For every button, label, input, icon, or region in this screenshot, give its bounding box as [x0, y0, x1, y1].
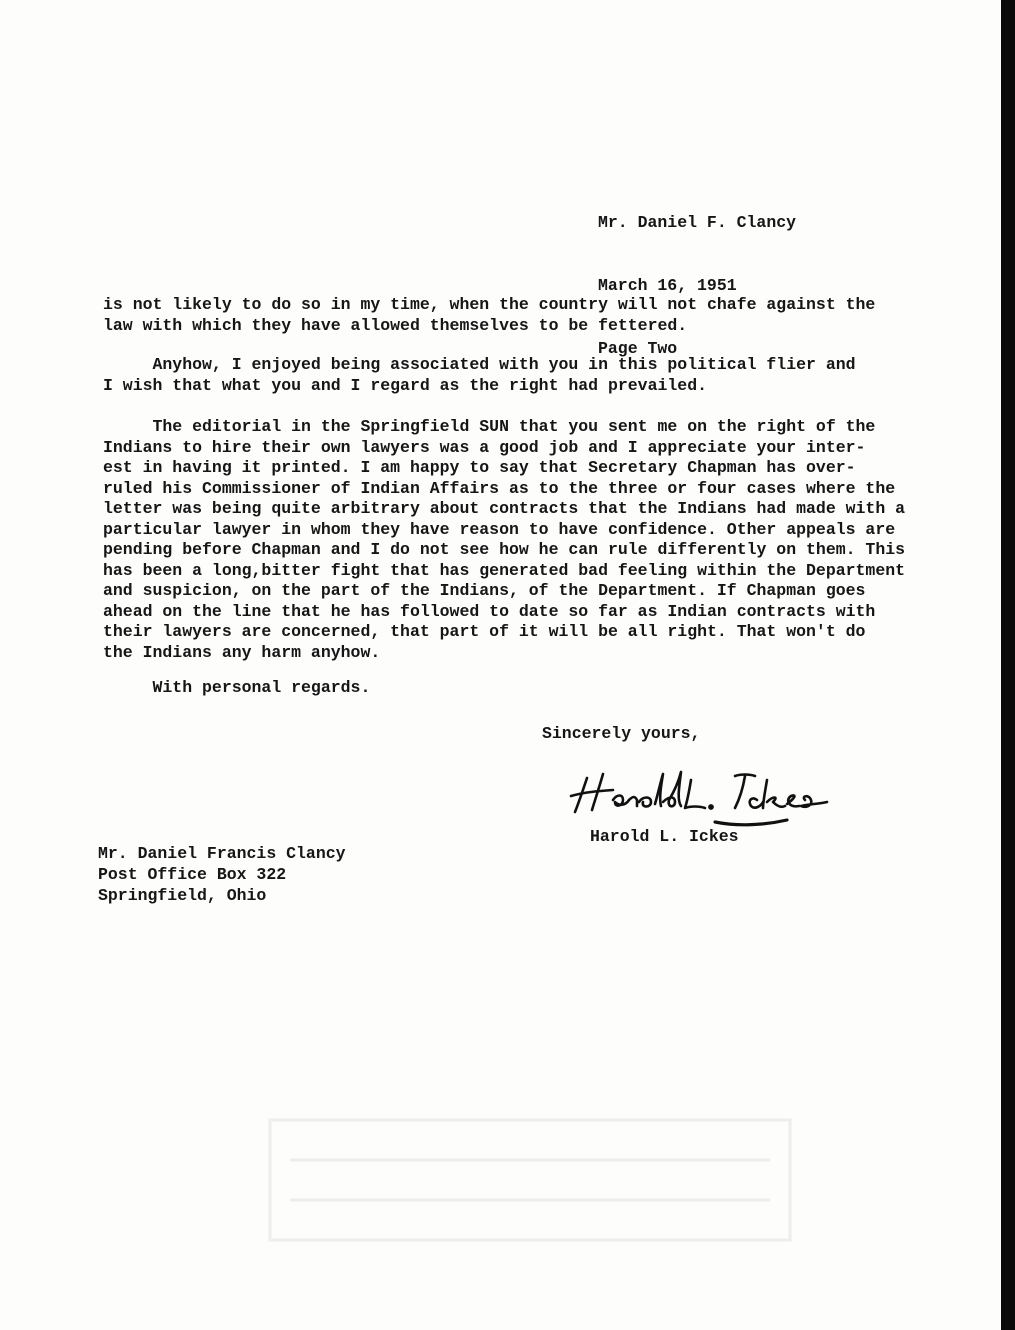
text-line: letter was being quite arbitrary about contracts that the Indians had made with a	[103, 499, 906, 518]
address-po-box: Post Office Box 322	[98, 865, 287, 884]
paragraph-4	[103, 678, 903, 699]
text-line: Indians to hire their own lawyers was a good job and I appreciate your inter-	[103, 437, 866, 457]
scan-edge	[1001, 0, 1015, 1330]
address-name: Mr. Daniel Francis Clancy	[98, 844, 346, 863]
text-line: With personal regards.	[103, 678, 371, 697]
header-date: March 16, 1951	[598, 276, 737, 295]
text-line: ahead on the line that he has followed to date so far as Indian contracts with	[103, 601, 876, 621]
stamp-bleed-through	[230, 1080, 830, 1280]
text-line: the Indians any harm anyhow.	[103, 642, 381, 662]
paragraph-1	[103, 295, 903, 336]
signer-name: Harold L. Ickes	[590, 827, 739, 846]
text-line: and suspicion, on the part of the Indians, of the Department. If Chapman goes	[103, 581, 866, 600]
paragraph-2	[103, 355, 903, 396]
header-page-number: Page Two	[598, 339, 678, 358]
recipient-address	[98, 843, 346, 906]
text-line: is not likely to do so in my time, when the country will not chafe against the	[103, 295, 876, 314]
text-line: The editorial in the Springfield SUN that you sent me on the right of the	[103, 417, 876, 436]
text-line: has been a long,bitter fight that has generated bad feeling within the Department	[103, 560, 906, 580]
closing-salutation: Sincerely yours,	[542, 724, 701, 743]
header-recipient: Mr. Daniel F. Clancy	[598, 213, 797, 232]
handwritten-signature	[565, 760, 865, 835]
text-line: I wish that what you and I regard as the right had prevailed.	[103, 375, 707, 395]
paragraph-3	[103, 417, 906, 663]
address-city: Springfield, Ohio	[98, 886, 267, 905]
text-line: Anyhow, I enjoyed being associated with you in this political flier and	[103, 355, 856, 374]
text-line: their lawyers are concerned, that part of it will be all right. That won't do	[103, 622, 866, 641]
text-line: law with which they have allowed themselves to be fettered.	[103, 315, 688, 335]
text-line: pending before Chapman and I do not see how he can rule differently on them. This	[103, 540, 906, 559]
text-line: particular lawyer in whom they have reason to have confidence. Other appeals are	[103, 519, 896, 539]
text-line: est in having it printed. I am happy to say that Secretary Chapman has over-	[103, 458, 856, 477]
text-line: ruled his Commissioner of Indian Affairs as to the three or four cases where the	[103, 478, 896, 498]
